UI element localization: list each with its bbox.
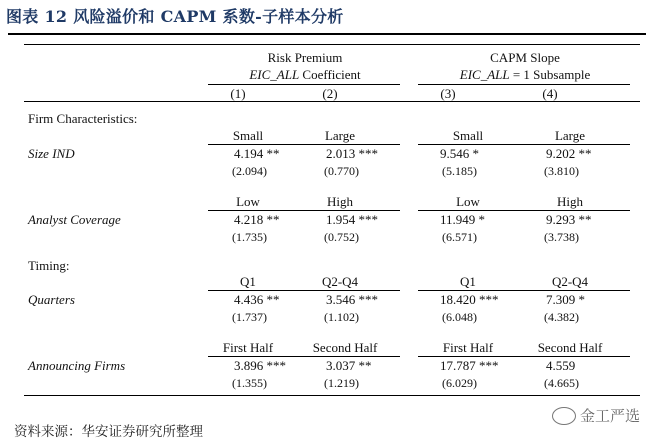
group-label: Q2-Q4: [551, 274, 589, 289]
coef-value: 4.559: [546, 358, 576, 373]
table-top-rule: [24, 44, 640, 45]
chat-bubble-icon: [552, 407, 576, 425]
source-note: 资料来源：华安证券研究所整理: [14, 424, 203, 440]
table-bottom-rule: [24, 395, 640, 396]
header-risk-premium-sub: [210, 67, 400, 83]
row-name-announcing-firms: Announcing Firms: [28, 358, 126, 373]
coef-value: 4.194 **: [234, 146, 280, 161]
std-error: (3.810): [544, 164, 579, 178]
std-error: (4.382): [544, 310, 579, 324]
row-name-quarters: Quarters: [28, 292, 75, 307]
coef-value: 4.218 **: [234, 212, 280, 227]
std-error: (5.185): [442, 164, 477, 178]
group-label: Low: [236, 194, 260, 209]
row-name-analyst-coverage: Analyst Coverage: [28, 212, 121, 227]
row-rule: [208, 290, 400, 291]
group-label: Q1: [460, 274, 476, 289]
group-label: Large: [324, 128, 356, 143]
section-label-firm: Firm Characteristics:: [28, 111, 138, 126]
eic-all-italic: EIC_ALL: [249, 67, 300, 82]
coef-value: 9.546 *: [440, 146, 479, 161]
coefficient-text: Coefficient: [302, 67, 361, 82]
coef-value: 17.787 ***: [440, 358, 499, 373]
std-error: (0.770): [324, 164, 359, 178]
row-rule: [208, 356, 400, 357]
header-capm-slope: CAPM Slope: [490, 50, 560, 65]
group-label: Q2-Q4: [321, 274, 359, 289]
group-label: Small: [232, 128, 264, 143]
group-label: High: [327, 194, 353, 209]
group-label: Second Half: [537, 340, 603, 355]
row-rule: [418, 210, 630, 211]
group-label: Large: [554, 128, 586, 143]
coef-value: 4.436 **: [234, 292, 280, 307]
coef-value: 3.896 ***: [234, 358, 286, 373]
eic-all-italic-2: EIC_ALL: [459, 67, 510, 82]
group-label: Q1: [240, 274, 256, 289]
header-capm-slope-sub: [420, 67, 630, 83]
group-label: Low: [456, 194, 480, 209]
col-number-2: (2): [322, 86, 338, 101]
std-error: (6.571): [442, 230, 477, 244]
col-number-3: (3): [440, 86, 456, 101]
header-risk-premium: Risk Premium: [267, 50, 343, 65]
std-error: (6.029): [442, 376, 477, 390]
coef-value: 9.202 **: [546, 146, 592, 161]
coef-value: 2.013 ***: [326, 146, 378, 161]
row-name-size-ind: Size IND: [28, 146, 75, 161]
row-rule: [208, 210, 400, 211]
row-rule: [418, 356, 630, 357]
std-error: (2.094): [232, 164, 267, 178]
section-label-timing: Timing:: [28, 258, 70, 273]
header-underline-2: [418, 84, 630, 85]
subsample-text: = 1 Subsample: [512, 67, 591, 82]
group-label: First Half: [442, 340, 494, 355]
std-error: (0.752): [324, 230, 359, 244]
coef-value: 18.420 ***: [440, 292, 499, 307]
row-rule: [418, 290, 630, 291]
row-rule: [418, 144, 630, 145]
std-error: (1.102): [324, 310, 359, 324]
std-error: (1.219): [324, 376, 359, 390]
coef-value: 7.309 *: [546, 292, 585, 307]
std-error: (4.665): [544, 376, 579, 390]
group-label: Small: [452, 128, 484, 143]
col-number-1: (1): [230, 86, 246, 101]
watermark-text: 金工严选: [579, 407, 640, 425]
std-error: (1.735): [232, 230, 267, 244]
coef-value: 3.037 **: [326, 358, 372, 373]
coef-value: 3.546 ***: [326, 292, 378, 307]
coef-value: 1.954 ***: [326, 212, 378, 227]
row-rule: [208, 144, 400, 145]
watermark: [552, 405, 640, 426]
std-error: (1.737): [232, 310, 267, 324]
col-number-4: (4): [542, 86, 558, 101]
std-error: (3.738): [544, 230, 579, 244]
group-label: First Half: [222, 340, 274, 355]
std-error: (6.048): [442, 310, 477, 324]
header-bottom-rule: [24, 101, 640, 102]
figure-title: 图表 12 风险溢价和 CAPM 系数-子样本分析: [6, 7, 344, 26]
group-label: High: [557, 194, 583, 209]
coef-value: 9.293 **: [546, 212, 592, 227]
title-rule: [8, 33, 646, 35]
coef-value: 11.949 *: [440, 212, 486, 227]
header-underline-1: [208, 84, 400, 85]
group-label: Second Half: [312, 340, 378, 355]
std-error: (1.355): [232, 376, 267, 390]
